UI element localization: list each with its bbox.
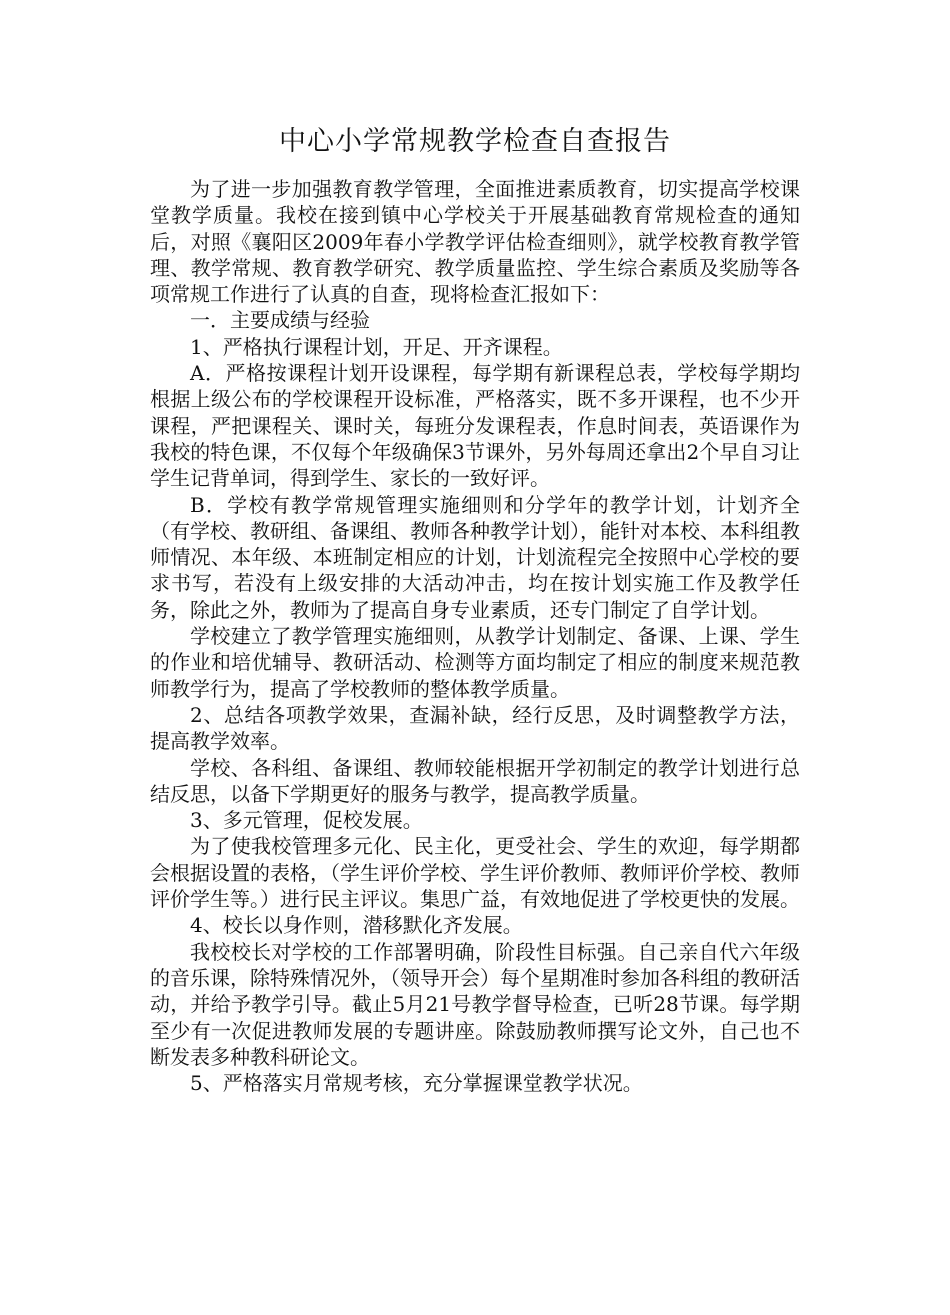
document-body [150, 176, 800, 1096]
document-title: 中心小学常规教学检查自查报告 [279, 126, 671, 157]
section-heading-achievements: 一．主要成绩与经验 [190, 308, 370, 333]
paragraph-b-teaching-plan: B．学校有教学常规管理实施细则和分学年的教学计划，计划齐全（有学校、教研组、备课组、教师各种教学计划），能针对本校、本科组教师情况、本年级、本班制定相应的计划，计划流程完全按照中心学校的要求书写，若没有上级安排的大活动冲击，均在按计划实施工作及教学任务，除此之外，教师为了提高自身专业素质，还专门制定了自学计划。 [150, 492, 800, 622]
subheading-principal-example: 4、校长以身作则，潜移默化齐发展。 [190, 913, 523, 938]
paragraph-management-rules: 学校建立了教学管理实施细则，从教学计划制定、备课、上课、学生的作业和培优辅导、教研活动、检测等方面均制定了相应的制度来规范教师教学行为，提高了学校教师的整体教学质量。 [150, 624, 800, 701]
paragraph-a-curriculum: A．严格按课程计划开设课程，每学期有新课程总表，学校每学期均根据上级公布的学校课程开设标准，严格落实，既不多开课程，也不少开课程，严把课程关、课时关，每班分发课程表，作息时间表，英语课作为我校的特色课，不仅每个年级确保3节课外，另外每周还拿出2个早自习让学生记背单词，得到学生、家长的一致好评。 [150, 361, 800, 491]
paragraph-principal-example: 我校校长对学校的工作部署明确，阶段性目标强。自己亲自代六年级的音乐课，除特殊情况外，（领导开会）每个星期准时参加各科组的教研活动，并给予教学引导。截止5月21号教学督导检查，已听28节课。每学期至少有一次促进教师发展的专题讲座。除鼓励教师撰写论文外，自己也不断发表多种教科研论文。 [150, 939, 800, 1069]
subheading-diverse-management: 3、多元管理，促校发展。 [190, 808, 423, 833]
document-page [150, 122, 800, 1096]
intro-paragraph: 为了进一步加强教育教学管理，全面推进素质教育，切实提高学校课堂教学质量。我校在接到镇中心学校关于开展基础教育常规检查的通知后，对照《襄阳区2009年春小学教学评估检查细则》，就学校教育教学管理、教学常规、教育教学研究、教学质量监控、学生综合素质及奖励等各项常规工作进行了认真的自查，现将检查汇报如下： [150, 177, 800, 307]
paragraph-summary-reflection: 学校、各科组、备课组、教师较能根据开学初制定的教学计划进行总结反思，以备下学期更好的服务与教学，提高教学质量。 [150, 755, 800, 806]
subheading-monthly-assessment: 5、严格落实月常规考核，充分掌握课堂教学状况。 [190, 1071, 643, 1096]
subheading-curriculum-plan: 1、严格执行课程计划，开足、开齐课程。 [190, 334, 563, 359]
subheading-summary-reflection: 2、总结各项教学效果，查漏补缺，经行反思，及时调整教学方法，提高教学效率。 [150, 702, 800, 754]
paragraph-diverse-management: 为了使我校管理多元化、民主化，更受社会、学生的欢迎，每学期都会根据设置的表格，（学生评价学校、学生评价教师、教师评价学校、教师评价学生等。）进行民主评议。集思广益，有效地促进了学校更快的发展。 [150, 834, 800, 912]
